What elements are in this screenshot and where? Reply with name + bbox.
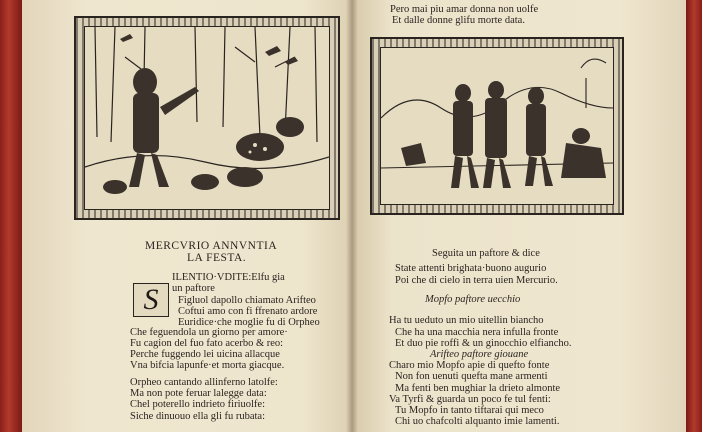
stage-direction: Seguita un paftore & dice xyxy=(432,248,540,259)
verse-line: Orpheo cantando allinferno latolfe: xyxy=(130,377,278,388)
verse-line: Ma non pote feruar lalegge data: xyxy=(130,388,267,399)
orpheus-scene-illustration xyxy=(85,27,329,209)
speech-line: Ha tu ueduto un mio uitellin biancho xyxy=(389,315,544,326)
right-top-line: Pero mai piu amar donna non uolfe xyxy=(390,4,539,15)
speech-line: Non fon uenuti quefta mane armenti xyxy=(395,371,548,382)
speech-line: Va Tyrfi & guarda un poco fe tul fenti: xyxy=(389,394,551,405)
speech-line: State attenti brighata·buono augurio xyxy=(395,263,547,274)
verse-line: Figluol dapollo chiamato Arifteo xyxy=(178,295,316,306)
verse-line: Vna bifcia lapunfe·et morta giacque. xyxy=(130,360,285,371)
speech-line: Chi uo chafcolti alquanto imie lamenti. xyxy=(395,416,560,427)
right-top-line: Et dalle donne glifu morte data. xyxy=(392,15,525,26)
speech-line: Ma fenti ben mughiar la drieto almonte xyxy=(395,383,561,394)
gutter xyxy=(346,0,358,432)
speech-line: Et duo pie roffi & un ginocchio elfiancho. xyxy=(395,338,572,349)
verse-line: Fu cagion del fuo fato acerbo & reo: xyxy=(130,338,284,349)
verse-line: Siche dinuouo ella gli fu rubata: xyxy=(130,411,266,422)
woodcut-image xyxy=(84,26,330,210)
left-cover-edge xyxy=(0,0,22,432)
speech-line: Tu Mopfo in tanto tiftarai qui meco xyxy=(395,405,544,416)
speaker-name: Mopfo paftore uecchio xyxy=(425,294,521,305)
shepherds-scene-illustration xyxy=(381,48,613,204)
verse-line: ILENTIO·VDITE:Elfu gia xyxy=(172,272,285,283)
orpheus-woodcut xyxy=(74,16,340,220)
verse-line: Che feguendola un giorno per amore· xyxy=(130,327,288,338)
verse-line: Perche fuggendo lei uicina allacque xyxy=(130,349,280,360)
speech-line: Charo mio Mopfo apie di quefto fonte xyxy=(389,360,550,371)
verse-line: Coftui amo con fi ffrenato ardore xyxy=(178,306,318,317)
speech-line: Che ha una macchia nera infulla fronte xyxy=(395,327,559,338)
heading-line: LA FESTA. xyxy=(187,252,247,264)
speech-line: Poi che di cielo in terra uien Mercurio. xyxy=(395,275,558,286)
woodcut-image xyxy=(380,47,614,205)
speaker-name: Arifteo paftore giouane xyxy=(430,349,529,360)
right-cover-edge xyxy=(686,0,702,432)
heading-line: MERCVRIO ANNVNTIA xyxy=(145,240,278,252)
verse-line: Euridice·che moglie fu di Orpheo xyxy=(178,317,320,328)
verse-line: Chel poterello indrieto firiuolfe: xyxy=(130,399,266,410)
verse-line: un paftore xyxy=(172,283,215,294)
decorated-initial: S xyxy=(133,283,169,317)
shepherds-woodcut xyxy=(370,37,624,215)
